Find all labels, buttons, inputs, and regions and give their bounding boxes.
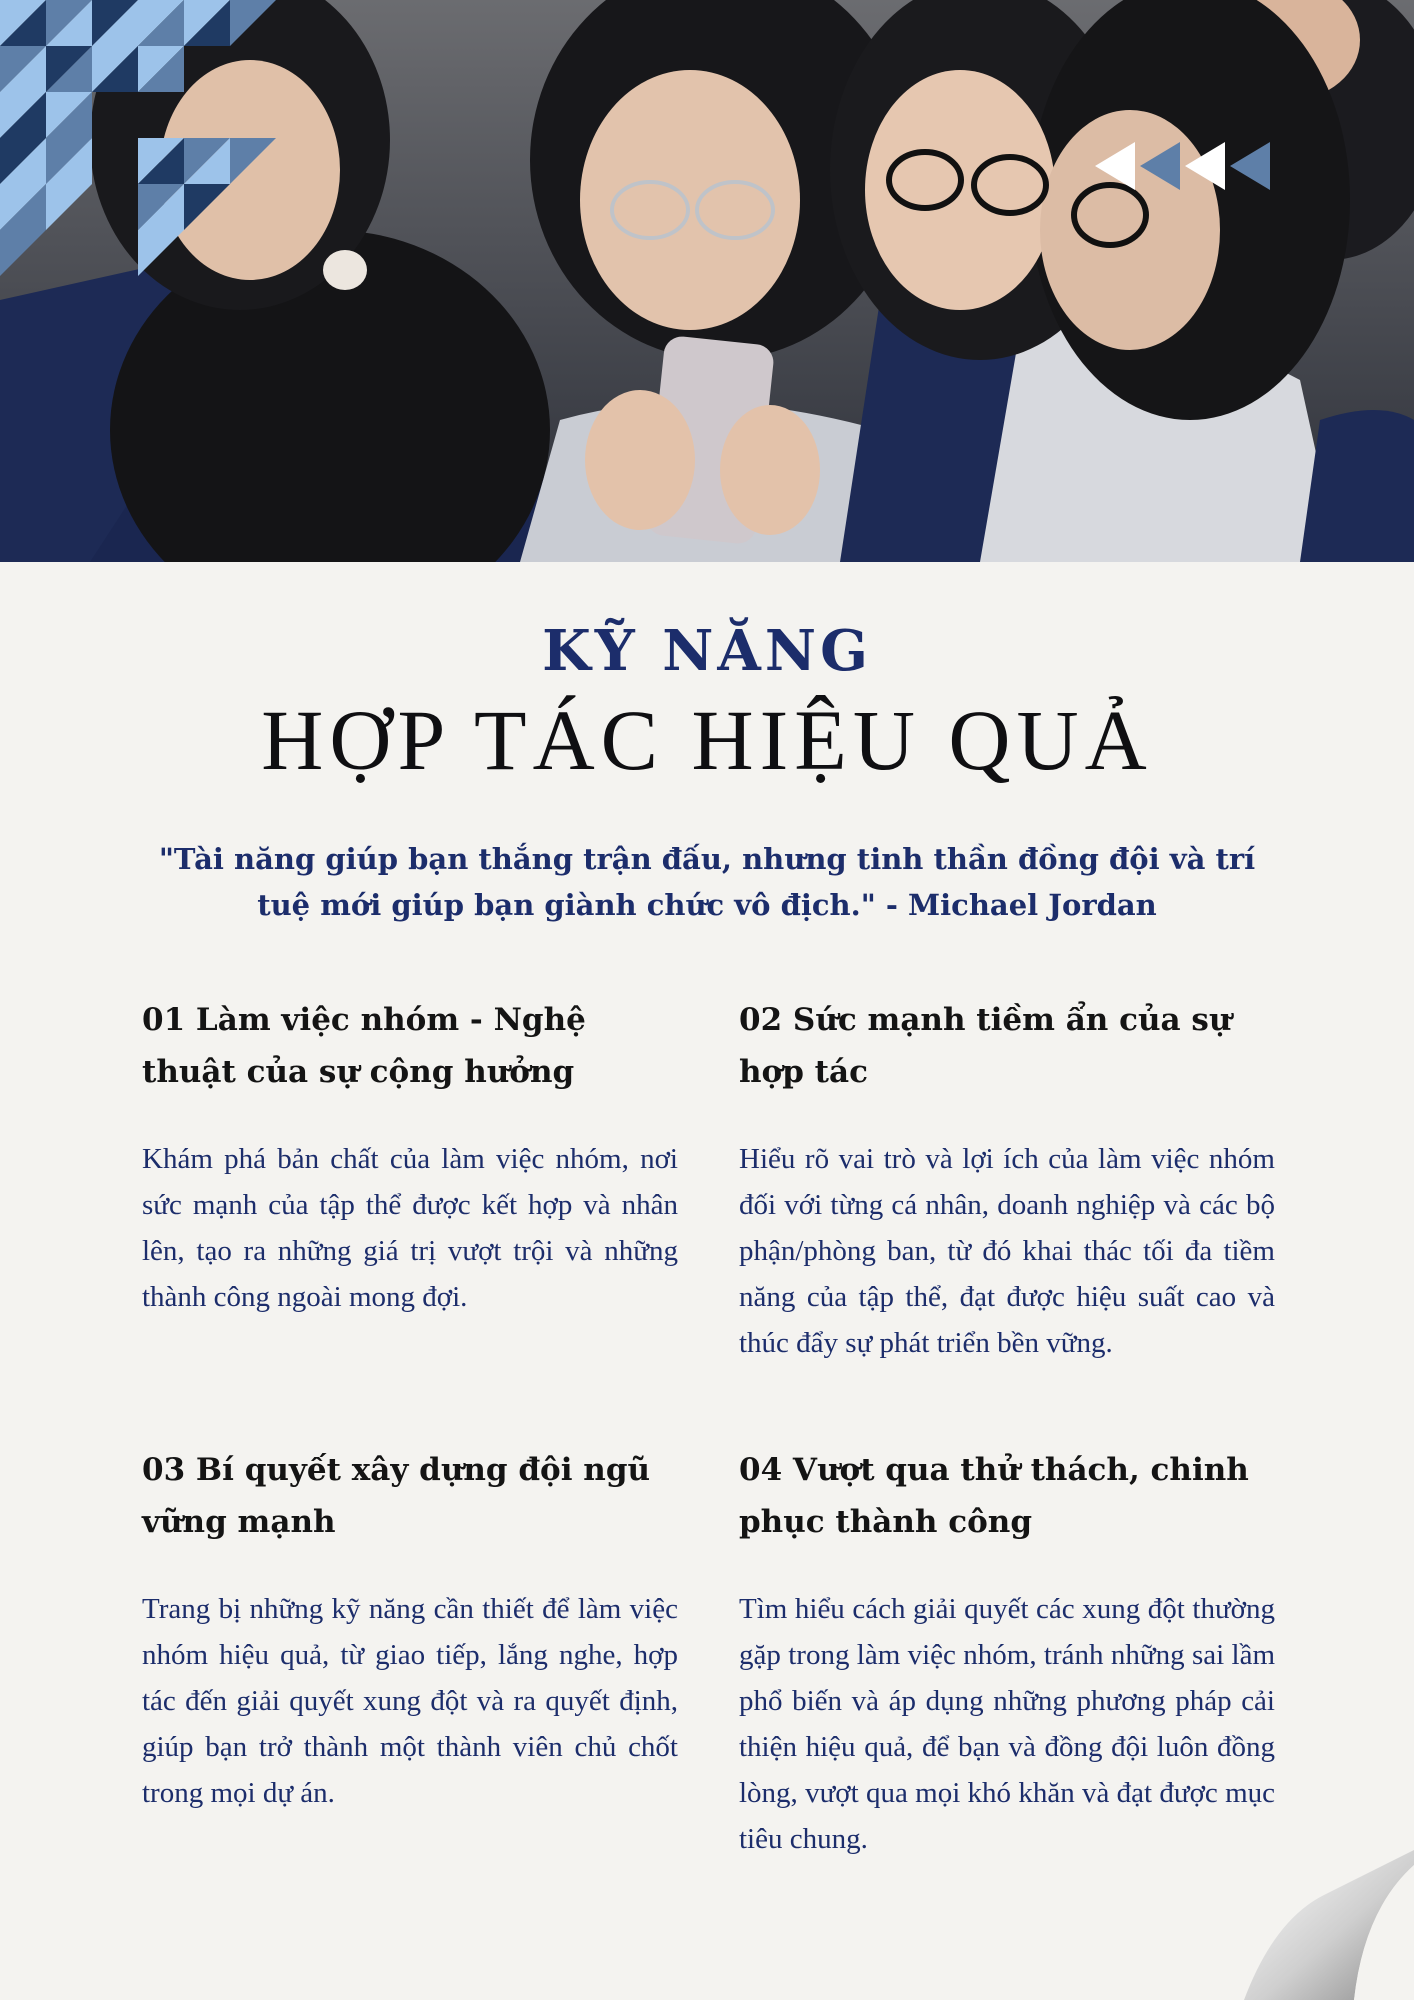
section-heading: 04 Vượt qua thử thách, chinh phục thành công [739, 1452, 1249, 1540]
hero-photo [0, 0, 1414, 562]
quote: "Tài năng giúp bạn thắng trận đấu, nhưng tinh thần đồng đội và trí tuệ mới giúp bạn giành chức vô địch." - Michael Jordan [158, 842, 1256, 922]
section-heading: 02 Sức mạnh tiềm ẩn của sự hợp tác [739, 1002, 1232, 1090]
section-01 [142, 994, 678, 1320]
section-heading: 03 Bí quyết xây dựng đội ngũ vững mạnh [142, 1452, 651, 1540]
students-group-photo [0, 0, 1414, 562]
section-04 [739, 1444, 1275, 1862]
section-heading: 01 Làm việc nhóm - Nghệ thuật của sự cộng hưởng [142, 1002, 586, 1090]
page-curl-icon [1244, 1850, 1414, 2000]
section-body: Tìm hiểu cách giải quyết các xung đột thường gặp trong làm việc nhóm, tránh những sai lầm phổ biến và áp dụng những phương pháp cải thiện hiệu quả, để bạn và đồng đội luôn đồng lòng, vượt qua mọi khó khăn và đạt được mục tiêu chung. [739, 1593, 1275, 1855]
title-line-1: KỸ NĂNG [542, 618, 872, 684]
section-02 [739, 994, 1275, 1366]
section-body: Khám phá bản chất của làm việc nhóm, nơi sức mạnh của tập thể được kết hợp và nhân lên, tạo ra những giá trị vượt trội và những thành công ngoài mong đợi. [142, 1143, 678, 1313]
title-line-2: HỢP TÁC HIỆU QUẢ [261, 692, 1153, 788]
section-body: Hiểu rõ vai trò và lợi ích của làm việc nhóm đối với từng cá nhân, doanh nghiệp và các bộ phận/phòng ban, từ đó khai thác tối đa tiềm năng của tập thể, đạt được hiệu suất cao và thúc đẩy sự phát triển bền vững. [739, 1143, 1275, 1359]
section-body: Trang bị những kỹ năng cần thiết để làm việc nhóm hiệu quả, từ giao tiếp, lắng nghe, hợp tác đến giải quyết xung đột và ra quyết định, giúp bạn trở thành một thành viên chủ chốt trong mọi dự án. [142, 1593, 678, 1809]
section-03 [142, 1444, 678, 1816]
